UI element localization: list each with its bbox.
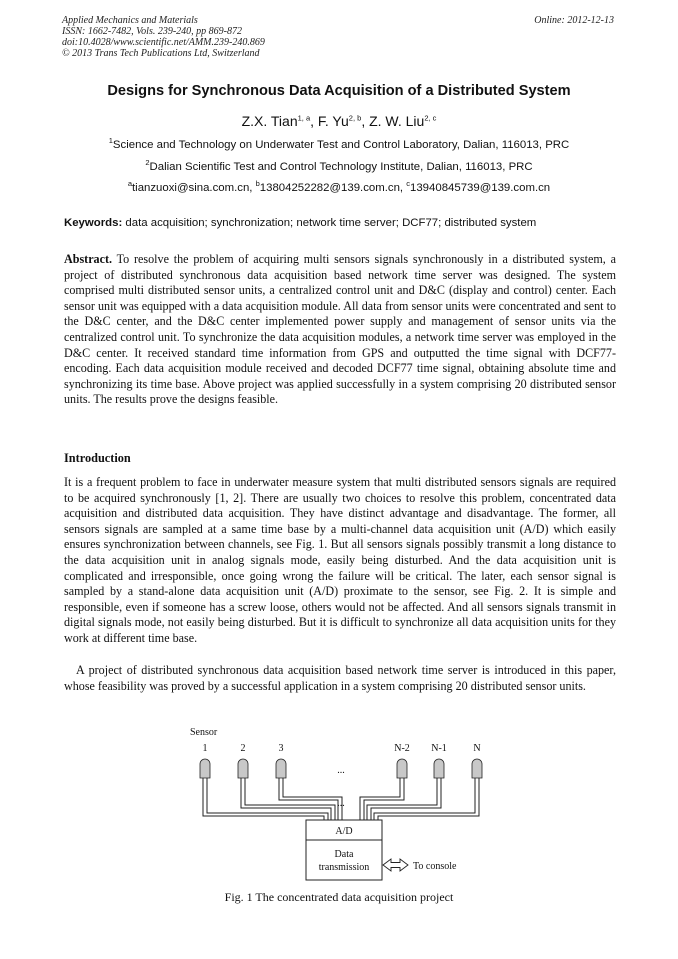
- wire-sensor-2: [241, 778, 331, 820]
- keywords-line: [64, 216, 536, 230]
- affiliation-text: Dalian Scientific Test and Control Technology Institute, Dalian, 116013, PRC: [149, 161, 533, 173]
- author-separator: ,: [310, 113, 318, 129]
- wire-sensor-nb: [378, 778, 479, 820]
- author-affiliation-mark: 1, a: [297, 113, 311, 123]
- keywords-label: Keywords:: [64, 217, 123, 229]
- figure-1-diagram: [0, 720, 678, 910]
- email-mark: a: [127, 179, 132, 189]
- sensor-number: N-1: [431, 743, 447, 754]
- author-name: Z. W. Liu: [369, 113, 425, 129]
- sensor-probe-n: [472, 759, 482, 778]
- online-date: Online: 2012-12-13: [534, 15, 614, 26]
- figure-1-caption: Fig. 1 The concentrated data acquisition project: [224, 890, 454, 904]
- journal-issn: ISSN: 1662-7482, Vols. 239-240, pp 869-872: [62, 26, 242, 37]
- email-a: tianzuoxi@sina.com.cn,: [132, 182, 256, 194]
- sensor-label: Sensor: [190, 727, 218, 738]
- affiliation-text: Science and Technology on Underwater Test and Control Laboratory, Dalian, 116013, PRC: [112, 139, 570, 151]
- wire-sensor-3b: [283, 778, 342, 820]
- wire-sensor-2b: [245, 778, 335, 820]
- wire-sensor-n-2: [360, 778, 400, 820]
- double-arrow-icon: [383, 859, 408, 871]
- sensor-probe-n-1: [434, 759, 444, 778]
- data-transmission-label-1: Data: [334, 849, 354, 860]
- wire-sensor-n-1b: [371, 778, 441, 820]
- author-affiliation-mark: 2, c: [424, 113, 437, 123]
- ellipsis-wires: ...: [337, 798, 345, 809]
- affiliation-mark: 2: [145, 158, 150, 168]
- affiliation-1: [62, 138, 616, 152]
- email-c: 13940845739@139.com.cn: [410, 182, 551, 194]
- sensor-number: 3: [278, 743, 284, 754]
- data-transmission-label-2: transmission: [318, 862, 370, 873]
- abstract-text: To resolve the problem of acquiring multi sensors signals synchronously in a distributed system, a project of distributed synchronous data acquisition based network time server was designed. The system comprised multi distributed sensor units, a centralized control unit and D&C (display and control) center. Each sensor unit was equipped with a data acquisition module. All data from sensor units were concentrated and sent to the D&C center, and the D&C center implemented power supply and management of sensor units via the centralized control unit. To synchronize the data acquisition modules, a network time server was employed in the D&C center. It received standard time information from GPS and outputted the time signal with DCF77-encoding. Each data acquisition module received and decoded DCF77 time signal, obtaining absolute time and synchronizing its time base. Above project was applied successfully in a system comprising 20 distributed sensor units. The results prove the designs feasible.: [64, 252, 616, 407]
- journal-doi: doi:10.4028/www.scientific.net/AMM.239-240.869: [62, 37, 265, 48]
- sensor-probe-2: [238, 759, 248, 778]
- sensor-number: 2: [240, 743, 246, 754]
- email-b: 13804252282@139.com.cn,: [259, 182, 407, 194]
- journal-header: [62, 15, 265, 59]
- wire-sensor-n-1: [367, 778, 437, 820]
- affiliation-2: [62, 160, 616, 174]
- sensor-number: 1: [202, 743, 208, 754]
- sensor-probe-n-2: [397, 759, 407, 778]
- author-list: [62, 112, 616, 130]
- section-heading-introduction: Introduction: [64, 451, 131, 465]
- wire-sensor-n: [374, 778, 475, 820]
- author-affiliation-mark: 2, b: [348, 113, 362, 123]
- intro-paragraph-1: It is a frequent problem to face in underwater measure system that multi distributed sensors signals are required to be acquired synchronously [1, 2]. There are usually two choices to resolve this problem, concentrated data acquisition and distributed data acquisition. They have distinct advantage and disadvantage. The former, all sensors signals are sampled at a same time base by a multi-channel data acquisition unit (A/D) which easily ensures synchronization between channels, see Fig. 1. But all sensors signals possibly transmit a long distance to the data acquisition unit in analog signals mode, easily being disturbed. And the data acquisition unit is complicated and irresponsible, once going wrong the failure will be critical. The later, each sensor signal is sampled by a stand-alone data acquisition unit (A/D) proximate to the sensor, see Fig. 2. It is simple and responsible, even if someone has a screw loose, others would not be affected. And all sensors signals transmit in digital signals mode, not easily being disturbed. But it is difficult to synchronize all data acquisition units for they work at different time base.: [64, 475, 616, 645]
- journal-name: Applied Mechanics and Materials: [62, 15, 198, 26]
- journal-copyright: © 2013 Trans Tech Publications Ltd, Switzerland: [62, 48, 260, 59]
- author-separator: ,: [361, 113, 370, 129]
- author-name: F. Yu: [317, 113, 349, 129]
- keywords-text: data acquisition; synchronization; network time server; DCF77; distributed system: [122, 217, 537, 229]
- sensor-probe-1: [200, 759, 210, 778]
- sensor-probe-3: [276, 759, 286, 778]
- email-mark: c: [406, 179, 411, 189]
- ad-label: A/D: [335, 826, 353, 837]
- ellipsis-sensors: ...: [337, 765, 345, 776]
- wire-sensor-n-2b: [364, 778, 404, 820]
- affiliation-mark: 1: [108, 136, 113, 146]
- data-transmission-box: [306, 840, 382, 880]
- paper-title: Designs for Synchronous Data Acquisition of a Distributed System: [107, 83, 571, 99]
- email-mark: b: [255, 179, 260, 189]
- sensor-number: N: [473, 743, 481, 754]
- abstract-paragraph: [64, 252, 616, 408]
- abstract-label: Abstract.: [64, 252, 113, 266]
- author-emails: [62, 181, 616, 195]
- console-label: To console: [413, 861, 457, 872]
- author-name: Z.X. Tian: [241, 113, 298, 129]
- sensor-number: N-2: [394, 743, 410, 754]
- wire-sensor-1: [203, 778, 324, 820]
- wire-sensor-3: [279, 778, 338, 820]
- wire-sensor-1b: [207, 778, 328, 820]
- intro-paragraph-2: A project of distributed synchronous data acquisition based network time server is introduced in this paper, whose feasibility was proved by a successful application in a system comprising 20 distributed sensor units.: [64, 663, 616, 693]
